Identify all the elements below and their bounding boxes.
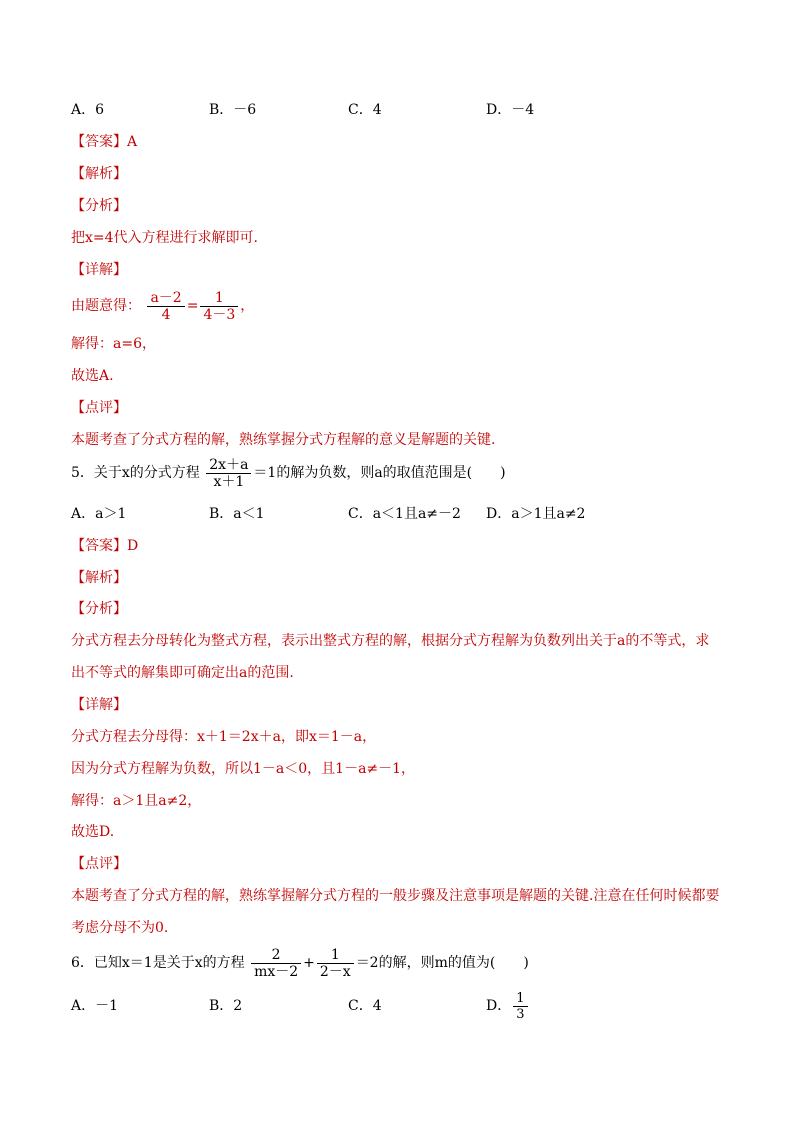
q5-fenxi-line1: 分式方程去分母转化为整式方程，表示出整式方程的解，根据分式方程解为负数列出关于a的不等式，求 — [71, 633, 710, 649]
q6-option-d-label: D． — [486, 998, 512, 1014]
q4-option-b: B．－6 — [209, 102, 257, 118]
q5-step2: 因为分式方程解为负数，所以1－a＜0，且1－a≠－1， — [71, 761, 416, 777]
q6-optd-num: 1 — [513, 991, 527, 1007]
q4-dianping-text: 本题考查了分式方程的解，熟练掌握分式方程解的意义是解题的关键. — [71, 432, 496, 448]
q5-stem-suffix: ＝1的解为负数，则a的取值范围是( ) — [253, 465, 506, 481]
q6-f1-den: mx－2 — [254, 963, 299, 980]
q5-frac-den: x＋1 — [213, 473, 245, 490]
q6-f1-num: 2 — [251, 947, 301, 964]
q4-equation-line — [71, 288, 731, 328]
q6-option-c: C．4 — [348, 998, 382, 1014]
q5-stem-fraction — [206, 457, 251, 490]
q4-option-a: A．6 — [71, 102, 105, 118]
q6-stem — [71, 945, 731, 985]
q5-step3: 解得：a＞1且a≠2， — [71, 793, 202, 809]
q5-fenxi-line2: 出不等式的解集即可确定出a的范围. — [71, 665, 294, 681]
q6-plus: + — [303, 955, 315, 971]
q5-fenxi-label: 【分析】 — [71, 601, 127, 617]
q4-eq-rhs-den: 4－3 — [203, 306, 236, 323]
q5-step1: 分式方程去分母得：x＋1＝2x＋a，即x＝1－a， — [71, 729, 377, 745]
q6-stem-suffix: ＝2的解，则m的值为( ) — [355, 955, 529, 971]
q4-option-c: C．4 — [348, 102, 382, 118]
q6-fraction-2 — [317, 947, 354, 980]
q5-xiangjie-label: 【详解】 — [71, 697, 127, 713]
q6-f2-num: 1 — [317, 947, 354, 964]
q4-xiangjie-label: 【详解】 — [71, 262, 127, 278]
q5-option-c: C．a＜1且a≠－2 — [348, 506, 461, 522]
q6-option-b: B．2 — [209, 998, 243, 1014]
q5-option-a: A．a＞1 — [71, 506, 127, 522]
q4-dianping-label: 【点评】 — [71, 400, 127, 416]
q4-option-d: D．－4 — [486, 102, 535, 118]
q4-eq-lhs-num: a－2 — [147, 290, 184, 307]
q6-option-d — [486, 988, 530, 1024]
q6-option-a: A．－1 — [71, 998, 119, 1014]
q5-dianping-line2: 考虑分母不为0. — [71, 920, 169, 936]
q4-eq-lhs-den: 4 — [161, 306, 171, 323]
q4-choose-line: 故选A. — [71, 368, 114, 384]
q4-eq-rhs-num: 1 — [200, 290, 238, 307]
q4-analysis-label: 【解析】 — [71, 166, 127, 182]
q5-dianping-label: 【点评】 — [71, 856, 127, 872]
q4-answer: 【答案】A — [71, 134, 138, 150]
q4-eq-equals: = — [186, 298, 199, 314]
q5-frac-num: 2x＋a — [206, 457, 251, 474]
q4-solve-line: 解得：a=6， — [71, 336, 156, 352]
q4-eq-rhs-fraction — [200, 290, 238, 323]
q6-stem-prefix: 6．已知x＝1是关于x的方程 — [71, 955, 245, 971]
q6-option-d-fraction — [513, 991, 527, 1022]
q6-fraction-1 — [251, 947, 301, 980]
q5-stem — [71, 455, 731, 495]
q6-optd-den: 3 — [516, 1006, 525, 1022]
q4-eq-lhs-fraction — [147, 290, 184, 323]
q5-option-b: B．a＜1 — [209, 506, 265, 522]
q6-f2-den: 2－x — [319, 963, 351, 980]
q5-stem-prefix: 5．关于x的分式方程 — [71, 465, 200, 481]
q4-fenxi-label: 【分析】 — [71, 198, 127, 214]
q4-eq-suffix: ， — [240, 298, 255, 314]
q5-option-d: D．a＞1且a≠2 — [486, 506, 586, 522]
q5-answer: 【答案】D — [71, 538, 139, 554]
q5-analysis-label: 【解析】 — [71, 570, 127, 586]
q4-eq-prefix: 由题意得： — [71, 298, 141, 314]
q5-step4: 故选D. — [71, 824, 115, 840]
q5-dianping-line1: 本题考查了分式方程的解，熟练掌握解分式方程的一般步骤及注意事项是解题的关键.注意在任何时候都要 — [71, 888, 720, 904]
q4-fenxi-text: 把x=4代入方程进行求解即可. — [71, 230, 258, 246]
